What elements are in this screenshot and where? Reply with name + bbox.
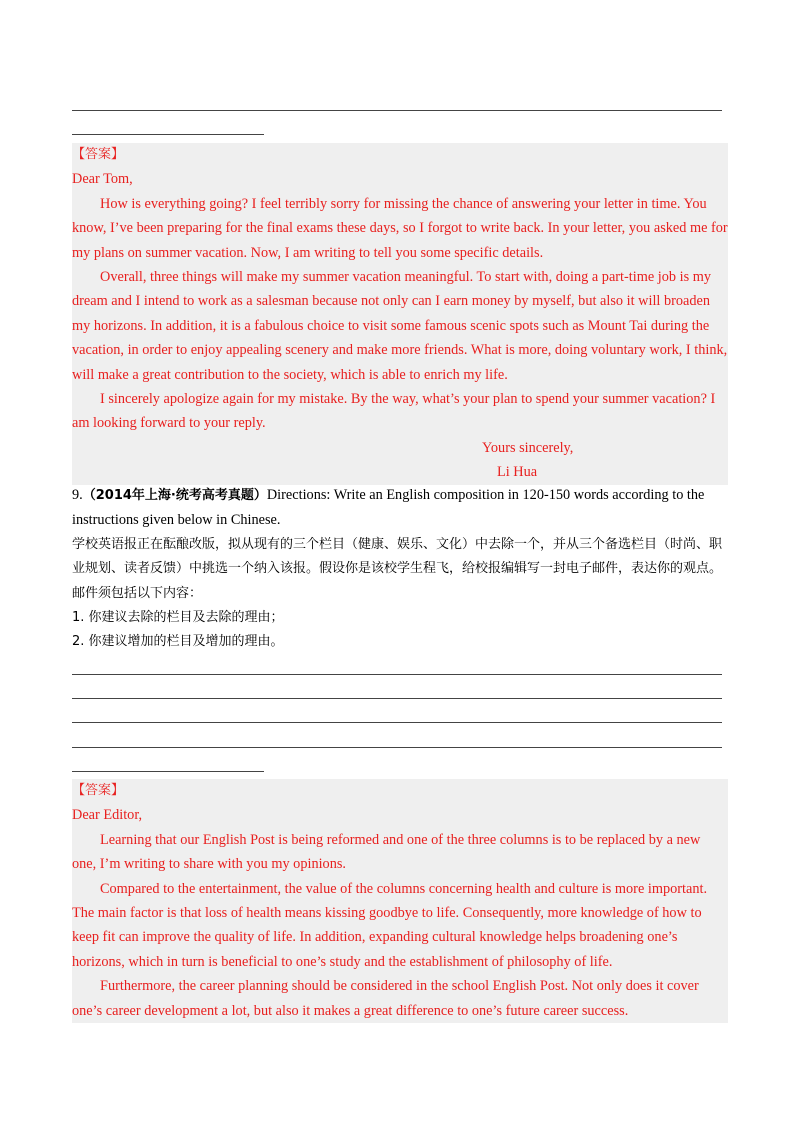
prompt-point: 2. 你建议增加的栏目及增加的理由。 [72,634,284,650]
signature: Li Hua [497,464,538,481]
paragraph: Compared to the entertainment, the value of the columns concerning health and culture is more important. The main factor is that loss of health means kissing goodbye to life. Consequently, more knowledge of how to keep fit can improve the quality of life. In addition, expanding cultural knowledge helps broadening one’s horizons, which in turn is beneficial to one’s study and the establishment of philosophy of life. [72,880,708,970]
answer-line-short [72,134,264,135]
chinese-prompt: 学校英语报正在酝酿改版，拟从现有的三个栏目（健康、娱乐、文化）中去除一个，并从三个备选栏目（时尚、职业规划、读者反馈）中挑选一个纳入该报。假设你是该校学生程飞，给校报编辑写一封电子邮件，表达你的观点。邮件须包括以下内容： [72,536,723,601]
question-directions: Directions: Write an English composition in 120-150 words according to the instructions given below in Chinese. [72,487,705,529]
answer-line-short [72,771,264,772]
paragraph: Overall, three things will make my summer vacation meaningful. To start with, doing a part-time job is my dream and I intend to work as a salesman because not only can I earn money by myself, but also it will broaden my horizons. In addition, it is a fabulous choice to visit some famous scenic spots such as Mount Tai during the vacation, in order to enjoy appealing scenery and make more friends. What is more, doing voluntary work, I think, will make a great contribution to the society, which is able to enrich my life. [72,269,728,383]
question-number: 9. [72,487,83,503]
salutation: Dear Editor, [72,807,143,824]
paragraph: I sincerely apologize again for my mistake. By the way, what’s your plan to spend your summer vacation? I am looking forward to your reply. [72,391,716,432]
answer-line [72,110,722,111]
answer-line [72,722,722,723]
paragraph: Learning that our English Post is being reformed and one of the three columns is to be replaced by a new one, I’m writing to share with you my opinions. [72,831,701,873]
answer-line [72,747,722,748]
question-source: （2014年上海·统考高考真题） [82,488,267,503]
question-directions-line [72,483,728,533]
answer-line [72,674,722,675]
answer-line [72,698,722,699]
closing: Yours sincerely, [482,439,574,456]
paragraph: How is everything going? I feel terribly sorry for missing the chance of answering your letter in time. You know, I’ve been preparing for the final exams these days, so I forgot to write back. In your letter, you asked me for my plans on summer vacation. Now, I am writing to tell you some specific details. [72,195,728,261]
answer-block-2 [72,779,728,1023]
answer-tag: 【答案】 [72,147,125,162]
answer-tag: 【答案】 [72,783,125,798]
prompt-point: 1. 你建议去除的栏目及去除的理由； [72,610,284,626]
question-9 [72,483,728,655]
answer-block-1 [72,143,728,485]
salutation: Dear Tom, [72,171,133,188]
paragraph: Furthermore, the career planning should be considered in the school English Post. Not only does it cover one’s career development a lot, but also it makes a great difference to one’s future career success. [72,978,699,1019]
